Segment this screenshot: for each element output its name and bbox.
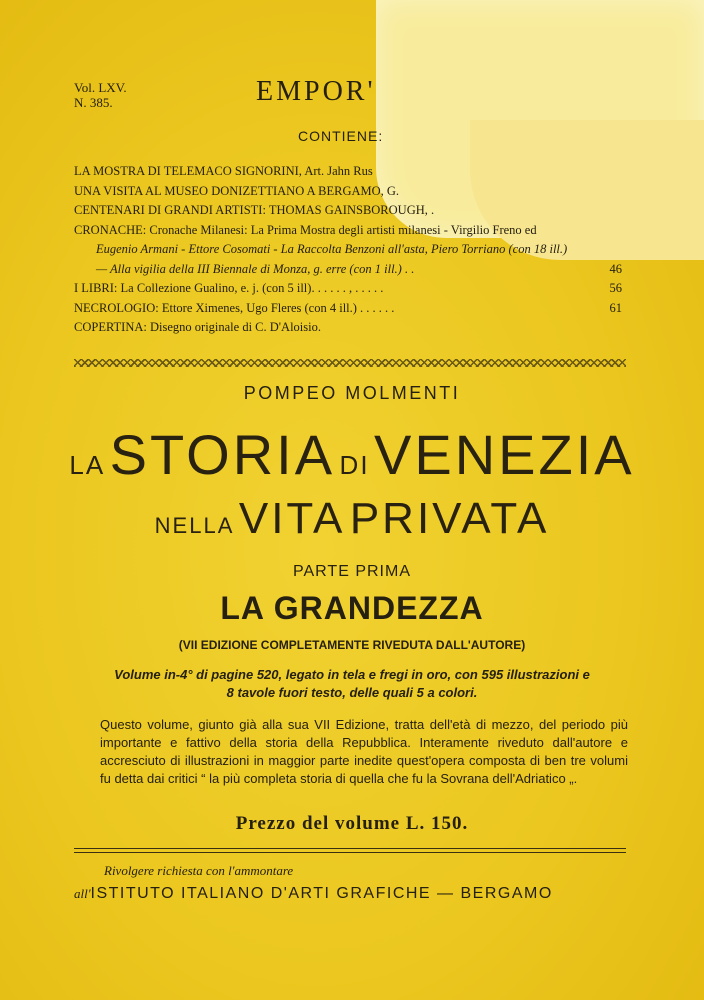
book-edition: (VII EDIZIONE COMPLETAMENTE RIVEDUTA DALL'AUTORE) bbox=[178, 638, 526, 652]
toc-line: CRONACHE: Cronache Milanesi: La Prima Mostra degli artisti milanesi - Virgilio Freno ed bbox=[74, 222, 537, 237]
divider-rule bbox=[74, 852, 626, 853]
toc-line: CENTENARI DI GRANDI ARTISTI: THOMAS GAINSBOROUGH, . bbox=[74, 203, 435, 217]
volume-info bbox=[74, 80, 127, 110]
toc-line: — Alla vigilia della III Biennale di Monza, g. erre (con 1 ill.) . . 46 bbox=[96, 261, 622, 276]
contents-heading: CONTIENE: bbox=[298, 128, 384, 144]
publisher-address: all'ISTITUTO ITALIANO D'ARTI GRAFICHE — BERGAMO bbox=[74, 885, 553, 902]
book-part: PARTE PRIMA bbox=[293, 563, 411, 580]
toc-line: Eugenio Armani - Ettore Cosomati - La Raccolta Benzoni all'asta, Piero Torriano (con 18 ill.) bbox=[96, 242, 568, 256]
toc-line: LA MOSTRA DI TELEMACO SIGNORINI, Art. Jahn Rus bbox=[74, 164, 373, 178]
volume-number: Vol. LXV. bbox=[74, 80, 127, 95]
divider-rule bbox=[74, 848, 626, 849]
issue-number: N. 385. bbox=[74, 95, 113, 110]
toc-line: I LIBRI: La Collezione Gualino, e. j. (con 5 ill). . . . . . , . . . . . 56 bbox=[74, 281, 622, 295]
order-instructions: Rivolgere richiesta con l'ammontare bbox=[104, 863, 294, 878]
toc-line: NECROLOGIO: Ettore Ximenes, Ugo Fleres (con 4 ill.) . . . . . . 61 bbox=[74, 300, 622, 315]
toc-line: COPERTINA: Disegno originale di C. D'Aloisio. bbox=[74, 320, 321, 334]
book-author: POMPEO MOLMENTI bbox=[243, 383, 461, 403]
toc-line: UNA VISITA AL MUSEO DONIZETTIANO A BERGAMO, G. bbox=[74, 183, 400, 198]
book-title-line-1: LA STORIA DI VENEZIA bbox=[69, 423, 635, 486]
book-description: Questo volume, giunto già alla sua VII Edizione, tratta dell'età di mezzo, del periodo più importante e fattivo della storia della Repubblica. Interamente riveduto dall'autore e accresciuto di illustrazioni in maggior parte inedite quest'opera composta di ben tre volumi fu detta dai critici “ la più completa storia di quella che fu la Sovrana dell'Adriatico „. bbox=[100, 717, 628, 786]
table-of-contents bbox=[74, 162, 634, 338]
volume-description: Volume in-4° di pagine 520, legato in tela e fregi in oro, con 595 illustrazioni e 8 tavole fuori testo, delle quali 5 a colori. bbox=[114, 667, 590, 700]
book-title-line-2: NELLA VITA PRIVATA bbox=[154, 494, 550, 543]
ornamental-border bbox=[74, 359, 626, 367]
book-price: Prezzo del volume L. 150. bbox=[235, 813, 469, 834]
magazine-title: EMPOR' bbox=[256, 76, 376, 107]
book-subtitle: LA GRANDEZZA bbox=[220, 590, 484, 626]
